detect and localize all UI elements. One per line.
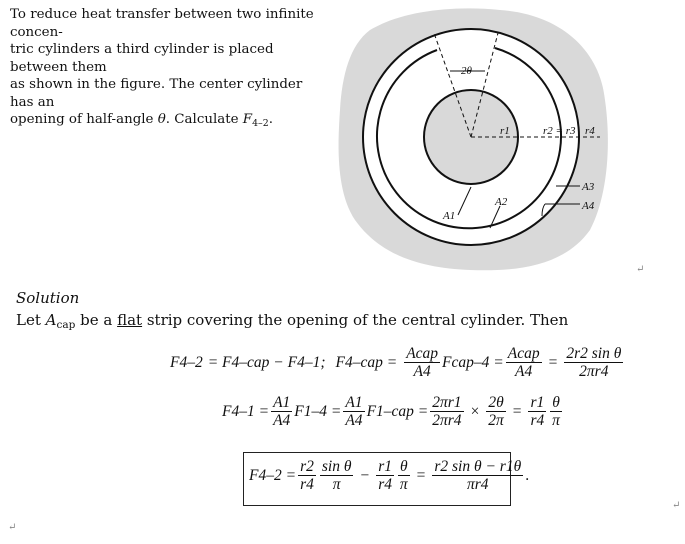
n: r1 xyxy=(378,458,392,475)
t: Let xyxy=(16,311,46,329)
n: Acap xyxy=(406,345,439,362)
d: A4 xyxy=(345,412,363,429)
t: × xyxy=(470,402,480,420)
d: A4 xyxy=(273,412,291,429)
fraction xyxy=(564,345,623,380)
d: 2πr4 xyxy=(579,363,609,380)
fraction xyxy=(430,394,463,429)
d: π xyxy=(552,412,560,429)
paragraph-mark: ↵ xyxy=(8,522,17,533)
t: opening of half-angle xyxy=(10,112,158,127)
fraction xyxy=(298,458,316,493)
n: r1 xyxy=(530,394,545,411)
r2-r3-label: r2 = r3 xyxy=(543,125,576,137)
A1-label: A1 xyxy=(443,210,456,222)
t: = xyxy=(548,353,558,371)
d: π xyxy=(399,476,408,493)
d: A4 xyxy=(413,363,431,380)
t: = xyxy=(512,402,522,420)
A3-label: A3 xyxy=(582,181,595,193)
fraction xyxy=(271,394,292,429)
A2-label: A2 xyxy=(495,196,508,208)
n: r2 xyxy=(300,458,314,475)
t: F xyxy=(242,112,253,127)
solution-heading: Solution xyxy=(16,289,80,307)
t: = F4–cap − F4–1; xyxy=(207,353,326,371)
d: r4 xyxy=(300,476,314,493)
d: r4 xyxy=(530,412,545,429)
t: 4–2 xyxy=(252,118,269,129)
d: π xyxy=(332,476,341,493)
text-line: tric cylinders a third cylinder is placed between them xyxy=(10,42,274,75)
equation-1 xyxy=(170,345,625,380)
fraction xyxy=(398,458,410,493)
paragraph-mark: ↵ xyxy=(636,264,645,275)
t: be a xyxy=(75,311,118,329)
fraction xyxy=(550,394,562,429)
t: cap xyxy=(56,319,76,331)
t: . Calculate xyxy=(165,112,243,127)
t: F4–2 = xyxy=(249,466,297,484)
angle-label: 2θ xyxy=(461,65,472,77)
t: F4–1 = xyxy=(222,402,270,420)
n: 2θ xyxy=(488,394,504,411)
t: Fcap–4 = xyxy=(442,353,504,371)
t: F1–cap = xyxy=(366,402,429,420)
paragraph-mark: ↵ xyxy=(672,500,681,511)
t: flat xyxy=(117,311,143,329)
fraction xyxy=(376,458,394,493)
text-line: as shown in the figure. The center cylinder has an xyxy=(10,77,303,110)
equation-3 xyxy=(249,458,529,493)
r4-label: r4 xyxy=(585,125,595,137)
t: strip covering the opening of the central cylinder. Then xyxy=(142,311,569,329)
t: F4–cap = xyxy=(335,353,398,371)
fraction xyxy=(320,458,354,493)
t: . xyxy=(268,112,273,127)
fraction xyxy=(486,394,505,429)
text-line: To reduce heat transfer between two infinite concen- xyxy=(10,7,314,40)
d: πr4 xyxy=(467,476,489,493)
d: A4 xyxy=(515,363,533,380)
A4-label: A4 xyxy=(582,200,595,212)
t: F4–2 xyxy=(170,353,203,371)
fraction xyxy=(404,345,440,380)
n: θ xyxy=(552,394,560,411)
n: A1 xyxy=(273,394,291,411)
equation-2 xyxy=(222,394,564,429)
r1-label: r1 xyxy=(500,125,510,137)
t: F1–4 = xyxy=(294,402,342,420)
n: 2πr1 xyxy=(432,394,462,411)
t: θ xyxy=(157,112,166,127)
t: . xyxy=(525,466,530,484)
n: θ xyxy=(399,458,408,475)
solution-text xyxy=(16,311,568,331)
fraction xyxy=(528,394,546,429)
fraction xyxy=(343,394,364,429)
t: − xyxy=(360,466,370,484)
fraction xyxy=(432,458,523,493)
t: = xyxy=(416,466,426,484)
n: sin θ xyxy=(321,458,352,475)
d: 2π xyxy=(488,412,504,429)
n: Acap xyxy=(507,345,540,362)
d: 2πr4 xyxy=(432,412,462,429)
d: r4 xyxy=(378,476,392,493)
t: A xyxy=(45,311,57,329)
n: r2 sin θ − r1θ xyxy=(434,458,522,475)
fraction xyxy=(506,345,542,380)
n: 2r2 sin θ xyxy=(566,345,622,362)
n: A1 xyxy=(345,394,363,411)
